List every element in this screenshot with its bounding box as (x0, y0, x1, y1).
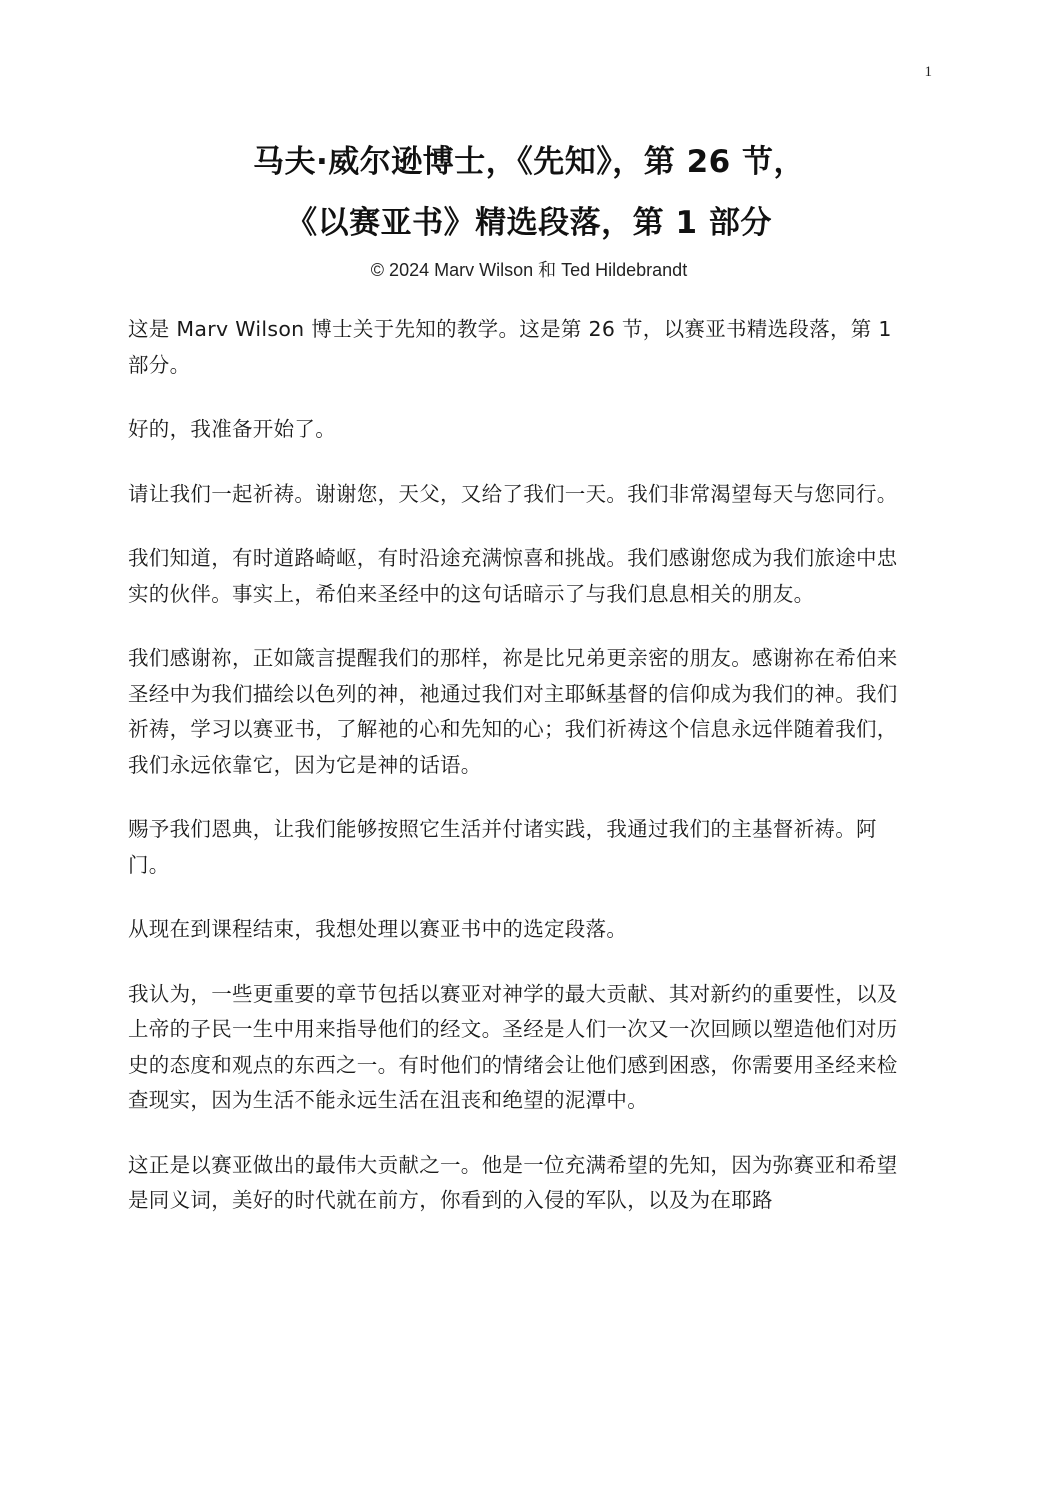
paragraph-isaiah-contribution: 这正是以赛亚做出的最伟大贡献之一。他是一位充满希望的先知，因为弥赛亚和希望是同义词，美好的时代就在前方，你看到的入侵的军队，以及为在耶路 (128, 1152, 898, 1212)
paragraph-intro: 这是 Marv Wilson 博士关于先知的教学。这是第 26 节，以赛亚书精选段落，第 1 部分。 (128, 317, 892, 377)
paragraph-prayer-opening: 请让我们一起祈祷。谢谢您，天父，又给了我们一天。我们非常渴望每天与您同行。 (128, 481, 898, 506)
paragraph-prayer-thanks: 我们感谢祢，正如箴言提醒我们的那样，祢是比兄弟更亲密的朋友。感谢祢在希伯来圣经中为我们描绘以色列的神，祂通过我们对主耶稣基督的信仰成为我们的神。我们祈祷，学习以赛亚书，了解祂的心和先知的心；我们祈祷这个信息永远伴随着我们，我们永远依靠它，因为它是神的话语。 (128, 646, 898, 777)
document-body (128, 312, 918, 1248)
paragraph-ready: 好的，我准备开始了。 (128, 417, 336, 441)
page-number: 1 (924, 64, 932, 80)
document-title-line-2: 《以赛亚书》精选段落，第 1 部分 (286, 205, 772, 241)
paragraph-prayer-journey: 我们知道，有时道路崎岖，有时沿途充满惊喜和挑战。我们感谢您成为我们旅途中忠实的伙伴。事实上，希伯来圣经中的这句话暗示了与我们息息相关的朋友。 (128, 546, 898, 606)
copyright-line: © 2024 Marv Wilson 和 Ted Hildebrandt (370, 260, 688, 280)
document-title-line-1: 马夫·威尔逊博士，《先知》，第 26 节， (253, 144, 805, 180)
paragraph-prayer-amen: 赐予我们恩典，让我们能够按照它生活并付诸实践，我通过我们的主基督祈祷。阿门。 (128, 817, 877, 877)
paragraph-important-chapters: 我认为，一些更重要的章节包括以赛亚对神学的最大贡献、其对新约的重要性，以及上帝的子民一生中用来指导他们的经文。圣经是人们一次又一次回顾以塑造他们对历史的态度和观点的东西之一。有时他们的情绪会让他们感到困惑，你需要用圣经来检查现实，因为生活不能永远生活在沮丧和绝望的泥潭中。 (128, 981, 898, 1112)
paragraph-course-plan: 从现在到课程结束，我想处理以赛亚书中的选定段落。 (128, 917, 628, 941)
